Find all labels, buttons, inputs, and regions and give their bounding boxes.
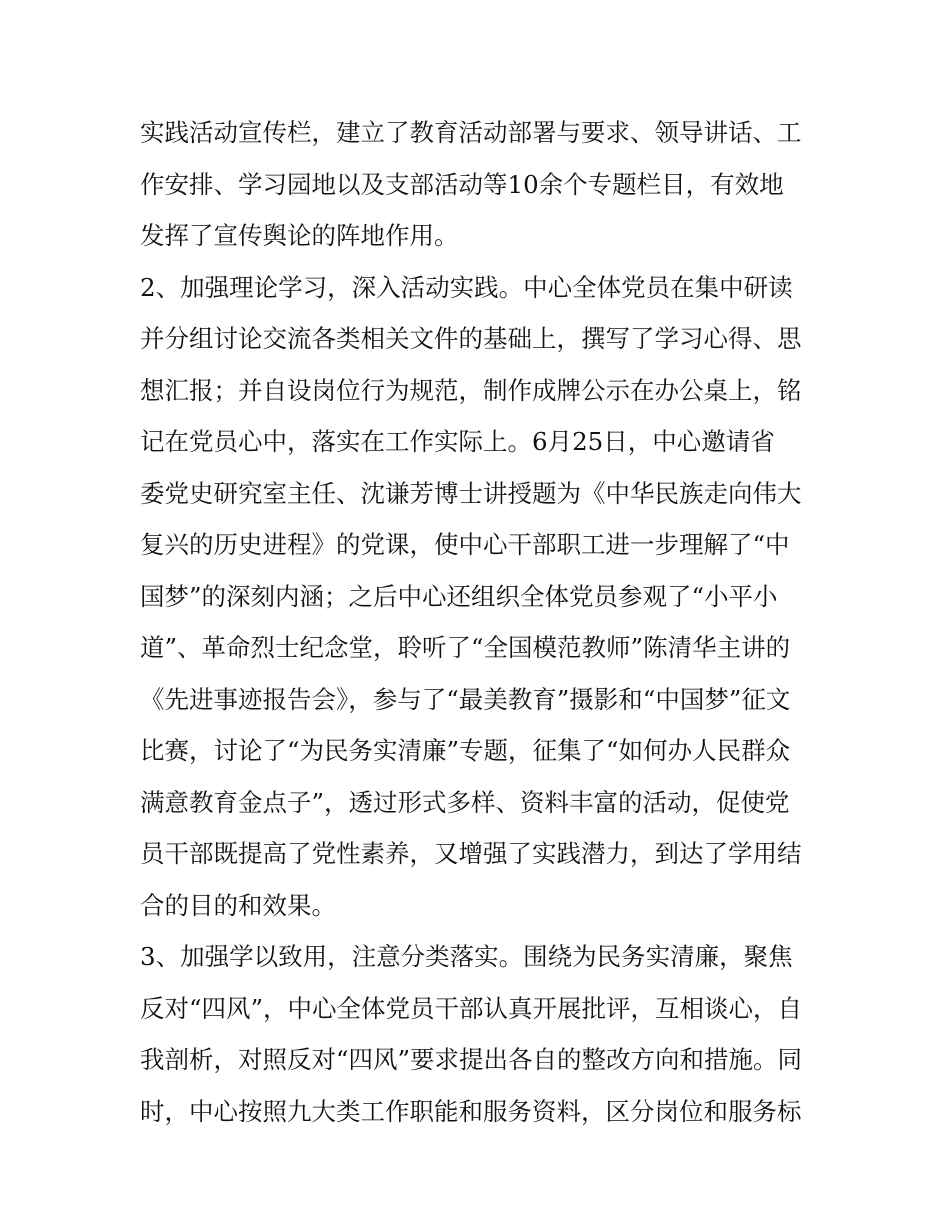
text-line: 员干部既提高了党性素养，又增强了实践潜力，到达了学用结 bbox=[140, 839, 802, 868]
text-line: 满意教育金点子”，透过形式多样、资料丰富的活动，促使党 bbox=[140, 787, 790, 817]
text-line: 发挥了宣传舆论的阵地作用。 bbox=[140, 221, 459, 250]
text-line: 并分组讨论交流各类相关文件的基础上，撰写了学习心得、思 bbox=[140, 324, 802, 353]
text-line: 时，中心按照九大类工作职能和服务资料，区分岗位和服务标 bbox=[140, 1096, 802, 1126]
text-line: 想汇报；并自设岗位行为规范，制作成牌公示在办公桌上，铭 bbox=[140, 375, 802, 405]
text-line: 比赛，讨论了“为民务实清廉”专题，征集了“如何办人民群众 bbox=[140, 736, 791, 765]
text-line: 作安排、学习园地以及支部活动等10余个专题栏目，有效地 bbox=[140, 169, 784, 199]
text-line: 我剖析，对照反对“四风”要求提出各自的整改方向和措施。同 bbox=[140, 1045, 803, 1074]
text-line: 3、加强学以致用，注意分类落实。围绕为民务实清廉，聚焦 bbox=[140, 942, 793, 971]
document-body bbox=[140, 107, 820, 1137]
text-line: 反对“四风”，中心全体党员干部认真开展批评，互相谈心，自 bbox=[140, 993, 803, 1023]
text-line: 委党史研究室主任、沈谦芳博士讲授题为《中华民族走向伟大 bbox=[140, 478, 802, 508]
text-line: 记在党员心中，落实在工作实际上。6月25日，中心邀请省 bbox=[140, 427, 775, 456]
text-line: 《先进事迹报告会》，参与了“最美教育”摄影和“中国梦”征文 bbox=[140, 684, 791, 714]
text-line: 2、加强理论学习，深入活动实践。中心全体党员在集中研读 bbox=[140, 272, 793, 302]
text-line: 国梦”的深刻内涵；之后中心还组织全体党员参观了“小平小 bbox=[140, 581, 778, 611]
text-line: 合的目的和效果。 bbox=[140, 890, 336, 920]
text-line: 道”、革命烈士纪念堂，聆听了“全国模范教师”陈清华主讲的 bbox=[140, 633, 791, 662]
text-line: 实践活动宣传栏，建立了教育活动部署与要求、领导讲话、工 bbox=[140, 118, 802, 147]
text-line: 复兴的历史进程》的党课，使中心干部职工进一步理解了“中 bbox=[140, 530, 790, 559]
